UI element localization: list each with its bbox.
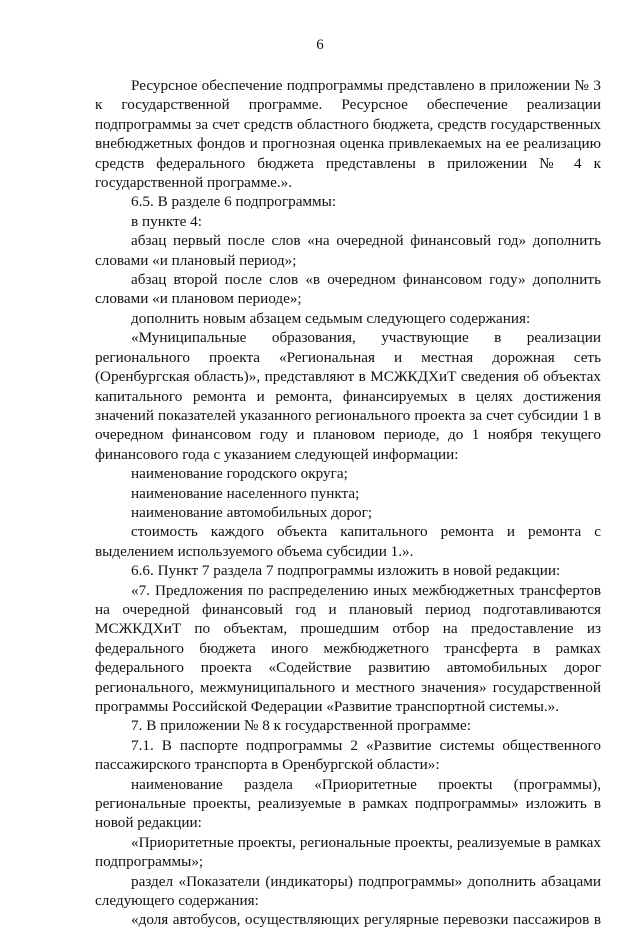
paragraph-first-abzac: абзац первый после слов «на очередной финансовый год» дополнить словами «и плановый период»; [95,232,601,269]
paragraph-section-name: наименование раздела «Приоритетные проекты (программы), региональные проекты, реализуемые в рамках подпрограммы» изложить в новой редакции: [95,775,601,832]
paragraph-second-abzac: абзац второй после слов «в очередном финансовом году» дополнить словами «и плановом периоде»; [95,271,601,308]
paragraph-bus-share: «доля автобусов, осуществляющих регулярные перевозки пассажиров в [131,911,601,929]
document-body [95,76,601,930]
paragraph-municipalities: «Муниципальные образования, участвующие в реализации регионального проекта «Региональная и местная дорожная сеть (Оренбургская область)», представляют в МСЖКДХиТ сведения об объектах капитального ремонта и ремонта, финансируемых в целях достижения значений показателей указанного регионального проекта за счет субсидии 1 в очередном финансовом году и плановом периоде, до 1 ноября текущего финансового года с указанием следующей информации: [95,329,601,463]
paragraph-item-4: в пункте 4: [131,212,202,230]
paragraph-priority-projects: «Приоритетные проекты, региональные проекты, реализуемые в рамках подпрограммы»; [95,833,601,871]
paragraph-resource-provision: Ресурсное обеспечение подпрограммы представлено в приложении № 3 к государственной программе. Ресурсное обеспечение реализации подпрограммы за счет средств областного бюджета, средств государственных внебюджетных фондов и прогнозная оценка привлекаемых на ее реализацию средств федерального бюджета представлены в приложении № 4 к государственной программе.». [95,77,601,192]
paragraph-add-seventh-abzac: дополнить новым абзацем седьмым следующего содержания: [131,309,531,327]
list-item-settlement: наименование населенного пункта; [131,484,360,502]
paragraph-section-6-6: 6.6. Пункт 7 раздела 7 подпрограммы изложить в новой редакции: [131,562,561,580]
paragraph-proposals: «7. Предложения по распределению иных межбюджетных трансфертов на очередной финансовый год и плановый период подготавливаются МСЖКДХиТ по объектам, прошедшим отбор на предоставление из федерального бюджета иного межбюджетного трансферта в рамках федерального проекта «Содействие развитию автомобильных дорог регионального, межмуниципального и местного значения» государственной программы Российской Федерации «Развитие транспортной системы.». [95,581,601,715]
paragraph-section-7-1: 7.1. В паспорте подпрограммы 2 «Развитие системы общественного пассажирского транспорта в Оренбургской области»: [95,736,601,774]
paragraph-indicators: раздел «Показатели (индикаторы) подпрограммы» дополнить абзацами следующего содержания: [95,872,601,910]
paragraph-section-7: 7. В приложении № 8 к государственной программе: [131,717,471,735]
page-number: 6 [316,37,324,53]
list-item-cost: стоимость каждого объекта капитального ремонта и ремонта с выделением используемого объема субсидии 1.». [95,523,601,560]
list-item-roads: наименование автомобильных дорог; [131,503,373,521]
paragraph-section-6-5: 6.5. В разделе 6 подпрограммы: [131,193,337,211]
list-item-city-district: наименование городского округа; [131,465,348,483]
